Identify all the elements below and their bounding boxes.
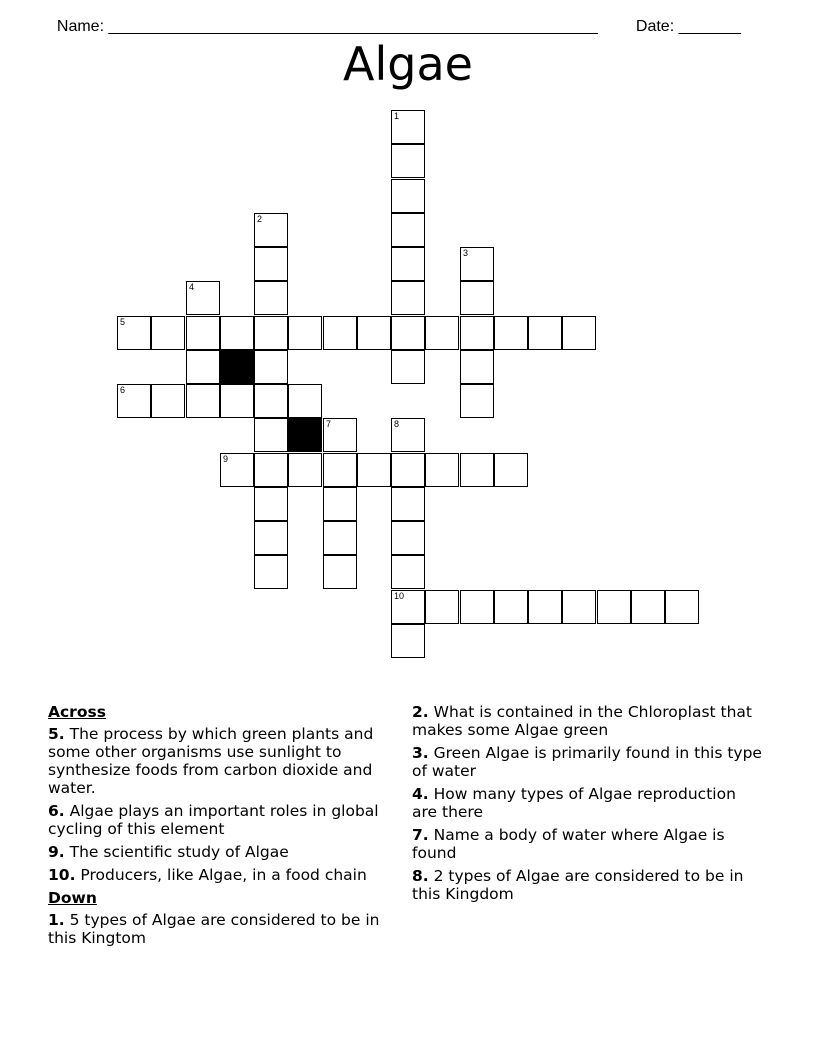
grid-cell[interactable]: [460, 453, 494, 487]
clue-across-6: [48, 802, 400, 838]
grid-cell[interactable]: [117, 384, 151, 418]
clue-number-label: 7: [326, 419, 332, 429]
clue-text: Green Algae is primarily found in this type of water: [412, 744, 762, 780]
grid-cell[interactable]: [528, 590, 562, 624]
clue-text: How many types of Algae reproduction are there: [412, 785, 736, 821]
grid-cell[interactable]: [357, 316, 391, 350]
across-heading: Across: [48, 703, 106, 721]
grid-cell[interactable]: [460, 590, 494, 624]
grid-cell[interactable]: [391, 144, 425, 178]
grid-cell[interactable]: [391, 418, 425, 452]
grid-cell[interactable]: [220, 316, 254, 350]
grid-cell[interactable]: [425, 453, 459, 487]
grid-cell[interactable]: [323, 487, 357, 521]
clue-text: Algae plays an important roles in global cycling of this element: [48, 802, 379, 838]
clue-down-7: [412, 826, 764, 862]
grid-cell[interactable]: [254, 213, 288, 247]
grid-cell[interactable]: [391, 590, 425, 624]
clue-number: 10.: [48, 866, 76, 884]
down-heading: Down: [48, 889, 97, 907]
clue-across-9: [48, 843, 400, 861]
grid-cell[interactable]: [117, 316, 151, 350]
grid-cell[interactable]: [391, 624, 425, 658]
grid-cell[interactable]: [391, 179, 425, 213]
clue-text: Name a body of water where Algae is found: [412, 826, 725, 862]
grid-cell[interactable]: [494, 453, 528, 487]
clues-column-left: [48, 703, 400, 952]
grid-cell[interactable]: [357, 453, 391, 487]
clue-down-2: [412, 703, 764, 739]
clue-number: 9.: [48, 843, 65, 861]
clue-across-10: [48, 866, 400, 884]
grid-cell[interactable]: [391, 281, 425, 315]
grid-cell[interactable]: [323, 555, 357, 589]
page-title: Algae: [343, 37, 473, 91]
grid-cell[interactable]: [323, 418, 357, 452]
grid-cell[interactable]: [254, 418, 288, 452]
clue-number-label: 9: [223, 454, 229, 464]
grid-cell[interactable]: [391, 555, 425, 589]
grid-cell[interactable]: [254, 350, 288, 384]
clue-number-label: 4: [189, 282, 195, 292]
clue-number: 4.: [412, 785, 429, 803]
grid-cell[interactable]: [494, 316, 528, 350]
grid-cell[interactable]: [288, 453, 322, 487]
clue-across-5: [48, 725, 400, 797]
clue-down-4: [412, 785, 764, 821]
grid-cell[interactable]: [288, 316, 322, 350]
grid-cell[interactable]: [597, 590, 631, 624]
grid-cell[interactable]: [186, 281, 220, 315]
clue-text: What is contained in the Chloroplast that makes some Algae green: [412, 703, 752, 739]
grid-cell[interactable]: [151, 316, 185, 350]
clue-number-label: 10: [394, 591, 405, 601]
name-line[interactable]: _______________________________________________________: [108, 18, 598, 35]
black-cell: [288, 418, 322, 452]
grid-cell[interactable]: [391, 350, 425, 384]
grid-cell[interactable]: [562, 316, 596, 350]
grid-cell[interactable]: [220, 453, 254, 487]
grid-cell[interactable]: [254, 316, 288, 350]
clue-text: 5 types of Algae are considered to be in this Kingtom: [48, 911, 380, 947]
grid-cell[interactable]: [425, 590, 459, 624]
clue-text: The scientific study of Algae: [69, 843, 289, 861]
grid-cell[interactable]: [391, 110, 425, 144]
clue-number-label: 2: [257, 214, 263, 224]
clue-number: 8.: [412, 867, 429, 885]
grid-cell[interactable]: [186, 384, 220, 418]
grid-cell[interactable]: [151, 384, 185, 418]
grid-cell[interactable]: [220, 384, 254, 418]
grid-cell[interactable]: [562, 590, 596, 624]
grid-cell[interactable]: [323, 521, 357, 555]
clue-number: 7.: [412, 826, 429, 844]
clue-down-3: [412, 744, 764, 780]
clue-number-label: 1: [394, 111, 400, 121]
clue-number-label: 8: [394, 419, 400, 429]
grid-cell[interactable]: [391, 247, 425, 281]
clue-number: 3.: [412, 744, 429, 762]
grid-cell[interactable]: [460, 281, 494, 315]
clue-text: 2 types of Algae are considered to be in this Kingdom: [412, 867, 744, 903]
black-cell: [220, 350, 254, 384]
clue-number: 5.: [48, 725, 65, 743]
grid-cell[interactable]: [460, 247, 494, 281]
grid-cell[interactable]: [665, 590, 699, 624]
grid-cell[interactable]: [528, 316, 562, 350]
clue-number-label: 6: [120, 385, 126, 395]
grid-cell[interactable]: [391, 487, 425, 521]
grid-cell[interactable]: [323, 316, 357, 350]
grid-cell[interactable]: [391, 213, 425, 247]
grid-cell[interactable]: [254, 453, 288, 487]
clue-number-label: 3: [463, 248, 469, 258]
clue-text: Producers, like Algae, in a food chain: [80, 866, 367, 884]
clue-number: 2.: [412, 703, 429, 721]
grid-cell[interactable]: [494, 590, 528, 624]
grid-cell[interactable]: [288, 384, 322, 418]
grid-cell[interactable]: [186, 350, 220, 384]
date-label: Date:: [635, 18, 679, 35]
grid-cell[interactable]: [254, 555, 288, 589]
grid-cell[interactable]: [391, 521, 425, 555]
grid-cell[interactable]: [460, 350, 494, 384]
grid-cell[interactable]: [254, 384, 288, 418]
grid-cell[interactable]: [323, 453, 357, 487]
clue-number: 6.: [48, 802, 65, 820]
grid-cell[interactable]: [254, 487, 288, 521]
date-line[interactable]: _______: [678, 18, 741, 35]
grid-cell[interactable]: [631, 590, 665, 624]
grid-cell[interactable]: [425, 316, 459, 350]
clue-text: The process by which green plants and some other organisms use sunlight to synthesize foods from carbon dioxide and water.: [48, 725, 374, 797]
clues-column-right: [412, 703, 764, 908]
name-label: Name:: [56, 18, 109, 35]
grid-cell[interactable]: [391, 453, 425, 487]
clue-down-8: [412, 867, 764, 903]
grid-cell[interactable]: [254, 521, 288, 555]
grid-cell[interactable]: [460, 316, 494, 350]
grid-cell[interactable]: [186, 316, 220, 350]
grid-cell[interactable]: [460, 384, 494, 418]
clue-number-label: 5: [120, 317, 126, 327]
clue-number: 1.: [48, 911, 65, 929]
grid-cell[interactable]: [254, 247, 288, 281]
grid-cell[interactable]: [254, 281, 288, 315]
grid-cell[interactable]: [391, 316, 425, 350]
clue-down-1: [48, 911, 400, 947]
